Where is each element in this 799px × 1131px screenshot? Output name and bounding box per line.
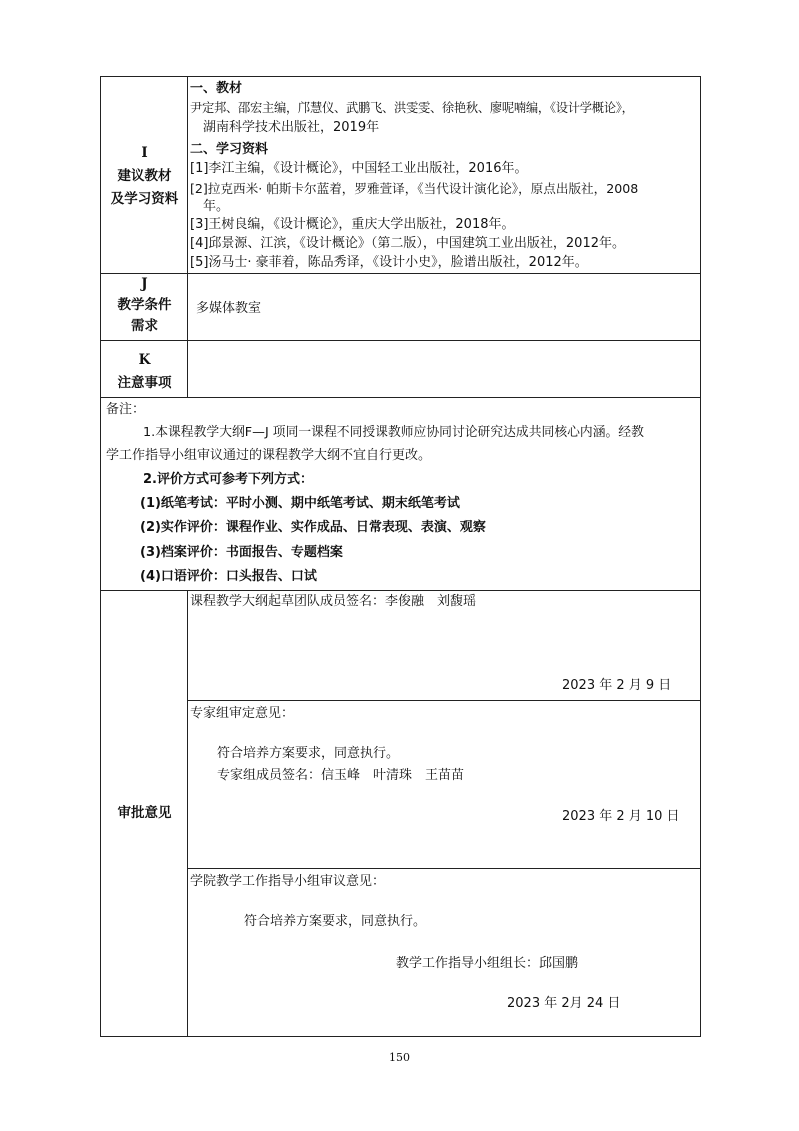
notes-para1-line1: 1.本课程教学大纲F—J 项同一课程不同授课教师应协同讨论研究达成共同核心内涵。经教 — [143, 425, 644, 440]
expert-opinion-text: 符合培养方案要求，同意执行。 — [217, 746, 400, 761]
drafting-team-signature: 课程教学大纲起草团队成员签名：李俊融 刘馥瑶 — [190, 594, 477, 609]
college-opinion-text: 符合培养方案要求，同意执行。 — [244, 914, 427, 929]
eval-portfolio: (3)档案评价：书面报告、专题档案 — [140, 545, 343, 560]
section-j-title-line1: 教学条件 — [117, 297, 172, 313]
notes-para1-line2: 学工作指导小组审议通过的课程教学大纲不宜自行更改。 — [106, 448, 432, 463]
eval-oral: (4)口语评价：口头报告、口试 — [140, 569, 317, 584]
section-j-label — [101, 274, 188, 337]
notes-label: 备注： — [106, 402, 146, 417]
ref-5: [5]汤马士· 豪菲着，陈品秀译，《设计小史》，脸谱出版社，2012年。 — [190, 255, 588, 270]
approval-label: 审批意见 — [117, 805, 172, 821]
expert-members-signature: 专家组成员签名：信玉峰 叶清珠 王苗苗 — [217, 768, 465, 783]
table-border-top — [100, 76, 701, 77]
section-j-title-line2: 需求 — [131, 318, 158, 334]
section-k-letter: K — [138, 352, 151, 368]
table-border-right — [700, 76, 701, 1037]
college-leader-signature: 教学工作指导小组组长：邱国鹏 — [396, 956, 579, 971]
row-divider-k-notes — [100, 397, 701, 398]
section-j-letter: J — [141, 276, 148, 292]
ref-2-cont: 年。 — [203, 199, 230, 214]
ref-2: [2]拉克西米· 帕斯卡尔蓝着，罗雅萱译，《当代设计演化论》，原点出版社，2008 — [190, 181, 639, 196]
textbook-heading: 一、教材 — [190, 81, 243, 96]
section-k-title: 注意事项 — [117, 375, 172, 391]
materials-heading: 二、学习资料 — [190, 142, 269, 157]
section-i-label — [101, 142, 188, 211]
eval-practical: (2)实作评价：课程作业、实作成品、日常表现、表演、观察 — [140, 520, 486, 535]
page-number: 150 — [389, 1051, 410, 1064]
section-k-label — [101, 349, 188, 395]
teaching-conditions-text: 多媒体教室 — [196, 301, 262, 316]
expert-opinion-title: 专家组审定意见： — [190, 706, 295, 721]
textbook-line-2: 湖南科学技术出版社，2019年 — [203, 120, 380, 135]
drafting-date: 2023 年 2 月 9 日 — [562, 678, 672, 693]
textbook-line-1: 尹定邦、邵宏主编，邝慧仪、武鹏飞、洪雯雯、徐艳秋、廖呢喃编，《设计学概论》， — [190, 101, 634, 115]
row-divider-j-k — [100, 340, 701, 341]
ref-4: [4]邱景源、江滨，《设计概论》（第二版），中国建筑工业出版社，2012年。 — [190, 236, 625, 251]
college-opinion-title: 学院教学工作指导小组审议意见： — [190, 874, 386, 889]
notes-item2: 2.评价方式可参考下列方式： — [143, 472, 313, 487]
section-i-letter: I — [141, 145, 148, 161]
table-border-bottom — [100, 1036, 701, 1037]
row-divider-i-j — [100, 273, 701, 274]
section-i-title-line1: 建议教材 — [117, 168, 172, 184]
row-divider-notes-approval — [100, 590, 701, 591]
expert-date: 2023 年 2 月 10 日 — [562, 809, 680, 824]
ref-1: [1]李江主编，《设计概论》，中国轻工业出版社，2016年。 — [190, 161, 528, 176]
approval-divider-1 — [187, 700, 701, 701]
ref-3: [3]王树良编，《设计概论》，重庆大学出版社，2018年。 — [190, 217, 515, 232]
college-date: 2023 年 2月 24 日 — [507, 996, 621, 1011]
section-i-title-line2: 及学习资料 — [110, 191, 179, 207]
table-border-left — [100, 76, 101, 1037]
eval-written: (1)纸笔考试：平时小测、期中纸笔考试、期末纸笔考试 — [140, 496, 460, 511]
approval-divider-2 — [187, 868, 701, 869]
